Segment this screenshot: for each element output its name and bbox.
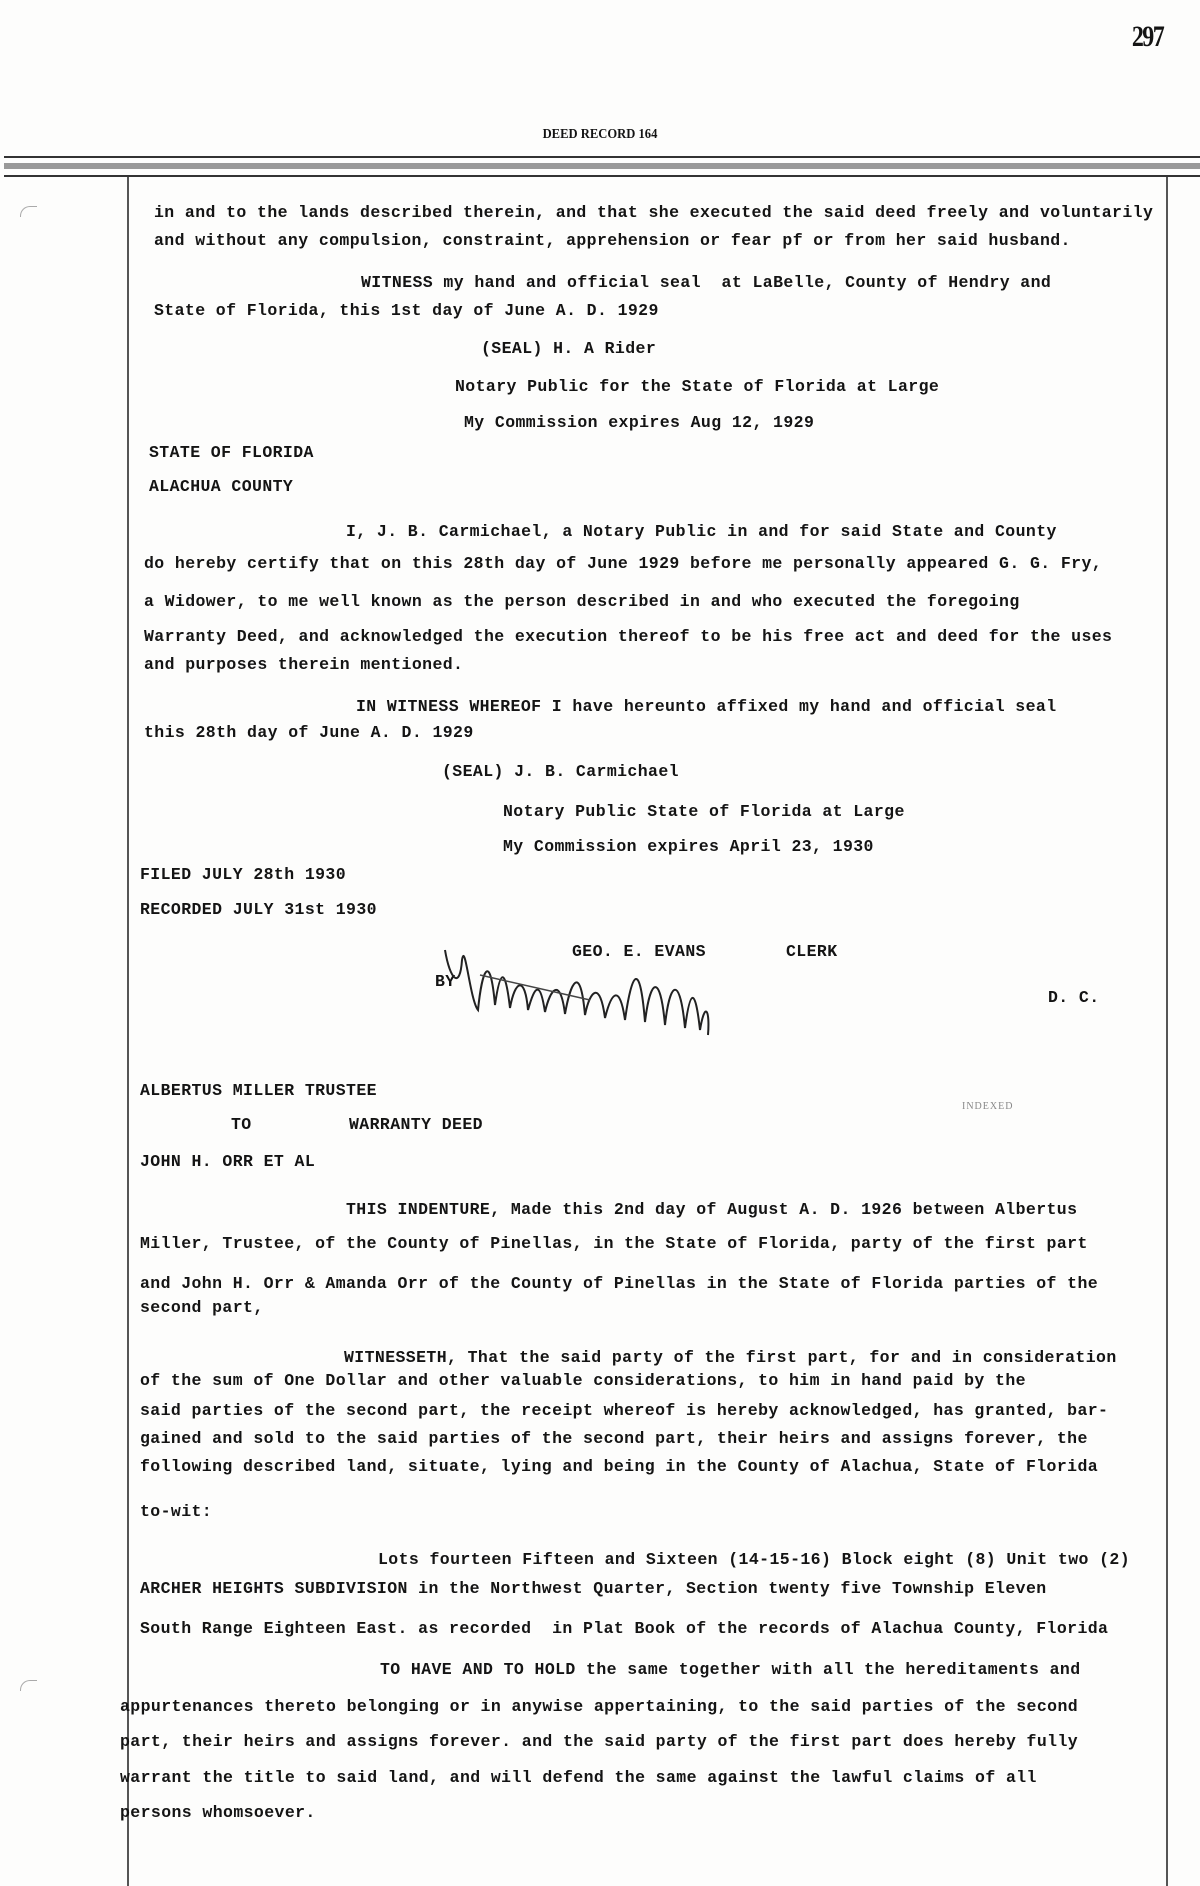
text-line: RECORDED JULY 31st 1930 (140, 900, 377, 919)
indexed-stamp: INDEXED (962, 1101, 1014, 1112)
text-line: My Commission expires Aug 12, 1929 (464, 413, 815, 432)
text-line: My Commission expires April 23, 1930 (503, 837, 874, 856)
text-line: a Widower, to me well known as the person described in and who executed the foregoing (144, 592, 1020, 611)
text-line: persons whomsoever. (120, 1803, 316, 1822)
text-line: I, J. B. Carmichael, a Notary Public in and for said State and County (346, 522, 1057, 541)
text-line: this 28th day of June A. D. 1929 (144, 723, 474, 742)
text-line: gained and sold to the said parties of the second part, their heirs and assigns forever, the (140, 1429, 1088, 1448)
header-rule-top (4, 156, 1200, 158)
text-line: appurtenances thereto belonging or in anywise appertaining, to the said parties of the second (120, 1697, 1079, 1716)
text-line: following described land, situate, lying and being in the County of Alachua, State of Florida (140, 1457, 1099, 1476)
text-line: ARCHER HEIGHTS SUBDIVISION in the Northwest Quarter, Section twenty five Township Eleven (140, 1579, 1047, 1598)
text-line: said parties of the second part, the receipt whereof is hereby acknowledged, has granted, bar- (140, 1401, 1109, 1420)
text-line: to-wit: (140, 1502, 213, 1521)
text-line: WARRANTY DEED (349, 1115, 483, 1134)
text-line: (SEAL) J. B. Carmichael (442, 762, 679, 781)
margin-mark (20, 206, 37, 217)
text-line: TO HAVE AND TO HOLD the same together with all the hereditaments and (380, 1660, 1081, 1679)
text-line: part, their heirs and assigns forever. and the said party of the first part does hereby fully (120, 1732, 1079, 1751)
header-rule-middle (4, 163, 1200, 169)
text-line: Lots fourteen Fifteen and Sixteen (14-15-16) Block eight (8) Unit two (2) (378, 1550, 1131, 1569)
text-line: Warranty Deed, and acknowledged the execution thereof to be his free act and deed for the uses (144, 627, 1113, 646)
text-line: STATE OF FLORIDA (149, 443, 314, 462)
text-line: BY (435, 972, 456, 991)
text-line: in and to the lands described therein, and that she executed the said deed freely and voluntarily (154, 203, 1154, 222)
text-line: WITNESSETH, That the said party of the first part, for and in consideration (344, 1348, 1117, 1367)
text-line: and purposes therein mentioned. (144, 655, 464, 674)
page-number: 297 (1131, 20, 1164, 53)
left-margin-line (127, 177, 129, 1886)
text-line: TO (231, 1115, 252, 1134)
text-line: D. C. (1048, 988, 1100, 1007)
margin-mark (20, 1680, 37, 1691)
text-line: (SEAL) H. A Rider (481, 339, 657, 358)
text-line: ALACHUA COUNTY (149, 477, 294, 496)
text-line: of the sum of One Dollar and other valuable considerations, to him in hand paid by the (140, 1371, 1026, 1390)
text-line: Notary Public for the State of Florida at Large (455, 377, 940, 396)
text-line: South Range Eighteen East. as recorded in Plat Book of the records of Alachua County, Florida (140, 1619, 1109, 1638)
record-header: DEED RECORD 164 (542, 127, 658, 142)
text-line: FILED JULY 28th 1930 (140, 865, 347, 884)
text-line: and John H. Orr & Amanda Orr of the County of Pinellas in the State of Florida parties of the (140, 1274, 1099, 1293)
text-line: THIS INDENTURE, Made this 2nd day of August A. D. 1926 between Albertus (346, 1200, 1078, 1219)
text-line: CLERK (786, 942, 838, 961)
text-line: WITNESS my hand and official seal at LaBelle, County of Hendry and (361, 273, 1052, 292)
text-line: do hereby certify that on this 28th day of June 1929 before me personally appeared G. G. Fry, (144, 554, 1103, 573)
text-line: JOHN H. ORR ET AL (140, 1152, 316, 1171)
text-line: GEO. E. EVANS (572, 942, 706, 961)
text-line: warrant the title to said land, and will defend the same against the lawful claims of all (120, 1768, 1037, 1787)
text-line: Miller, Trustee, of the County of Pinellas, in the State of Florida, party of the first part (140, 1234, 1088, 1253)
text-line: and without any compulsion, constraint, apprehension or fear pf or from her said husband. (154, 231, 1071, 250)
clerk-signature (440, 930, 780, 1040)
right-margin-line (1166, 177, 1168, 1886)
text-line: IN WITNESS WHEREOF I have hereunto affixed my hand and official seal (356, 697, 1057, 716)
text-line: ALBERTUS MILLER TRUSTEE (140, 1081, 377, 1100)
text-line: State of Florida, this 1st day of June A. D. 1929 (154, 301, 659, 320)
text-line: Notary Public State of Florida at Large (503, 802, 905, 821)
header-rule-bottom (4, 175, 1200, 177)
text-line: second part, (140, 1298, 264, 1317)
